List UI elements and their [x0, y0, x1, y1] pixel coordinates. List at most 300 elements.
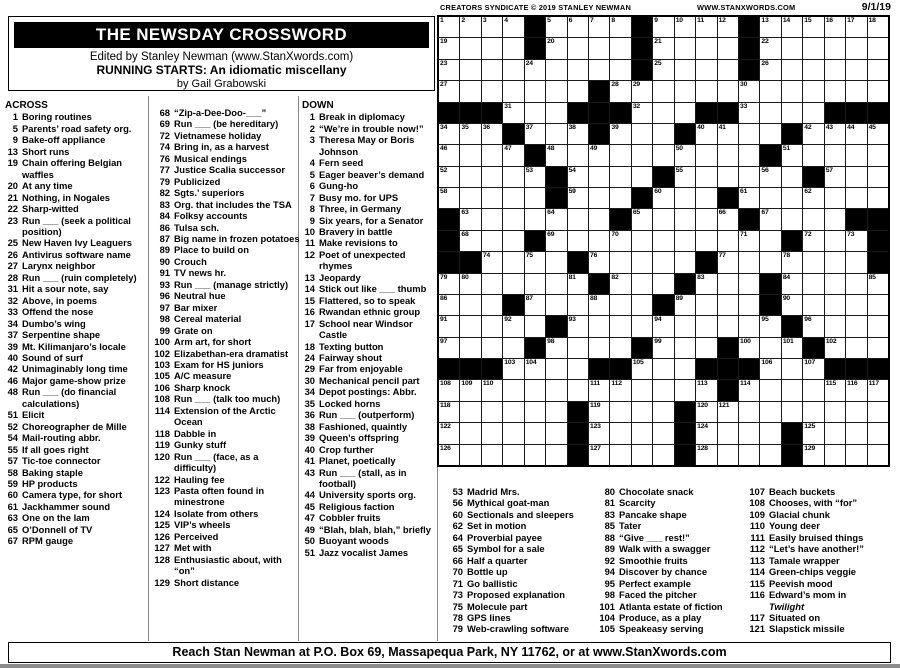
grid-cell[interactable] [460, 316, 480, 336]
grid-cell[interactable] [632, 402, 652, 422]
grid-cell[interactable] [803, 231, 823, 251]
grid-cell[interactable] [439, 338, 459, 358]
grid-cell[interactable] [718, 274, 738, 294]
grid-cell[interactable] [546, 423, 566, 443]
grid-cell[interactable] [803, 359, 823, 379]
grid-cell[interactable] [825, 17, 845, 37]
grid-cell[interactable] [460, 338, 480, 358]
grid-cell[interactable] [718, 252, 738, 272]
grid-cell[interactable] [546, 60, 566, 80]
grid-cell[interactable] [632, 145, 652, 165]
grid-cell[interactable] [482, 295, 502, 315]
grid-cell[interactable] [803, 38, 823, 58]
grid-cell[interactable] [846, 402, 866, 422]
grid-cell[interactable] [525, 445, 545, 465]
grid-cell[interactable] [653, 209, 673, 229]
grid-cell[interactable] [439, 60, 459, 80]
grid-cell[interactable] [846, 60, 866, 80]
grid-cell[interactable] [632, 316, 652, 336]
grid-cell[interactable] [653, 17, 673, 37]
grid-cell[interactable] [589, 402, 609, 422]
grid-cell[interactable] [739, 316, 759, 336]
grid-cell[interactable] [503, 145, 523, 165]
grid-cell[interactable] [568, 60, 588, 80]
grid-cell[interactable] [803, 316, 823, 336]
grid-cell[interactable] [782, 145, 802, 165]
grid-cell[interactable] [525, 188, 545, 208]
grid-cell[interactable] [760, 338, 780, 358]
grid-cell[interactable] [653, 103, 673, 123]
grid-cell[interactable] [546, 81, 566, 101]
grid-cell[interactable] [632, 81, 652, 101]
grid-cell[interactable] [632, 445, 652, 465]
grid-cell[interactable] [675, 380, 695, 400]
grid-cell[interactable] [610, 81, 630, 101]
grid-cell[interactable] [482, 231, 502, 251]
grid-cell[interactable] [782, 167, 802, 187]
grid-cell[interactable] [868, 38, 888, 58]
grid-cell[interactable] [825, 167, 845, 187]
grid-cell[interactable] [653, 252, 673, 272]
grid-cell[interactable] [482, 380, 502, 400]
grid-cell[interactable] [632, 124, 652, 144]
grid-cell[interactable] [503, 38, 523, 58]
grid-cell[interactable] [546, 209, 566, 229]
grid-cell[interactable] [568, 17, 588, 37]
grid-cell[interactable] [568, 295, 588, 315]
grid-cell[interactable] [846, 316, 866, 336]
grid-cell[interactable] [482, 60, 502, 80]
grid-cell[interactable] [525, 252, 545, 272]
grid-cell[interactable] [610, 167, 630, 187]
grid-cell[interactable] [439, 445, 459, 465]
grid-cell[interactable] [718, 209, 738, 229]
grid-cell[interactable] [525, 167, 545, 187]
grid-cell[interactable] [782, 188, 802, 208]
grid-cell[interactable] [760, 167, 780, 187]
grid-cell[interactable] [653, 423, 673, 443]
grid-cell[interactable] [825, 81, 845, 101]
grid-cell[interactable] [675, 60, 695, 80]
grid-cell[interactable] [803, 274, 823, 294]
grid-cell[interactable] [589, 252, 609, 272]
grid-cell[interactable] [589, 209, 609, 229]
grid-cell[interactable] [739, 338, 759, 358]
grid-cell[interactable] [868, 295, 888, 315]
grid-cell[interactable] [610, 423, 630, 443]
grid-cell[interactable] [803, 103, 823, 123]
grid-cell[interactable] [610, 231, 630, 251]
grid-cell[interactable] [760, 124, 780, 144]
grid-cell[interactable] [632, 252, 652, 272]
grid-cell[interactable] [825, 423, 845, 443]
grid-cell[interactable] [460, 124, 480, 144]
grid-cell[interactable] [568, 188, 588, 208]
grid-cell[interactable] [482, 124, 502, 144]
grid-cell[interactable] [568, 316, 588, 336]
grid-cell[interactable] [568, 274, 588, 294]
grid-cell[interactable] [610, 252, 630, 272]
grid-cell[interactable] [846, 380, 866, 400]
grid-cell[interactable] [525, 295, 545, 315]
grid-cell[interactable] [546, 402, 566, 422]
grid-cell[interactable] [675, 316, 695, 336]
grid-cell[interactable] [568, 145, 588, 165]
grid-cell[interactable] [568, 38, 588, 58]
grid-cell[interactable] [482, 402, 502, 422]
grid-cell[interactable] [846, 17, 866, 37]
grid-cell[interactable] [782, 60, 802, 80]
grid-cell[interactable] [739, 423, 759, 443]
grid-cell[interactable] [546, 38, 566, 58]
grid-cell[interactable] [675, 103, 695, 123]
grid-cell[interactable] [825, 38, 845, 58]
grid-cell[interactable] [760, 359, 780, 379]
grid-cell[interactable] [846, 274, 866, 294]
grid-cell[interactable] [589, 295, 609, 315]
grid-cell[interactable] [589, 145, 609, 165]
grid-cell[interactable] [675, 295, 695, 315]
grid-cell[interactable] [460, 38, 480, 58]
grid-cell[interactable] [589, 60, 609, 80]
grid-cell[interactable] [460, 295, 480, 315]
grid-cell[interactable] [460, 60, 480, 80]
grid-cell[interactable] [503, 231, 523, 251]
grid-cell[interactable] [718, 445, 738, 465]
grid-cell[interactable] [589, 380, 609, 400]
grid-cell[interactable] [825, 124, 845, 144]
grid-cell[interactable] [782, 103, 802, 123]
grid-cell[interactable] [868, 60, 888, 80]
grid-cell[interactable] [525, 60, 545, 80]
grid-cell[interactable] [482, 274, 502, 294]
grid-cell[interactable] [589, 188, 609, 208]
grid-cell[interactable] [653, 38, 673, 58]
grid-cell[interactable] [739, 103, 759, 123]
grid-cell[interactable] [846, 295, 866, 315]
grid-cell[interactable] [525, 359, 545, 379]
grid-cell[interactable] [739, 231, 759, 251]
grid-cell[interactable] [482, 423, 502, 443]
grid-cell[interactable] [525, 274, 545, 294]
grid-cell[interactable] [675, 167, 695, 187]
grid-cell[interactable] [503, 60, 523, 80]
grid-cell[interactable] [718, 402, 738, 422]
grid-cell[interactable] [846, 81, 866, 101]
grid-cell[interactable] [460, 81, 480, 101]
grid-cell[interactable] [718, 167, 738, 187]
grid-cell[interactable] [868, 316, 888, 336]
grid-cell[interactable] [868, 124, 888, 144]
grid-cell[interactable] [568, 359, 588, 379]
grid-cell[interactable] [610, 316, 630, 336]
grid-cell[interactable] [803, 17, 823, 37]
grid-cell[interactable] [739, 124, 759, 144]
grid-cell[interactable] [696, 380, 716, 400]
grid-cell[interactable] [439, 81, 459, 101]
grid-cell[interactable] [589, 17, 609, 37]
grid-cell[interactable] [610, 274, 630, 294]
grid-cell[interactable] [568, 167, 588, 187]
grid-cell[interactable] [868, 145, 888, 165]
grid-cell[interactable] [675, 38, 695, 58]
grid-cell[interactable] [589, 338, 609, 358]
grid-cell[interactable] [439, 423, 459, 443]
grid-cell[interactable] [503, 274, 523, 294]
grid-cell[interactable] [868, 380, 888, 400]
grid-cell[interactable] [739, 167, 759, 187]
grid-cell[interactable] [739, 145, 759, 165]
grid-cell[interactable] [846, 252, 866, 272]
grid-cell[interactable] [546, 445, 566, 465]
grid-cell[interactable] [589, 231, 609, 251]
grid-cell[interactable] [632, 423, 652, 443]
grid-cell[interactable] [846, 231, 866, 251]
grid-cell[interactable] [718, 295, 738, 315]
grid-cell[interactable] [868, 81, 888, 101]
grid-cell[interactable] [460, 188, 480, 208]
grid-cell[interactable] [825, 295, 845, 315]
grid-cell[interactable] [825, 60, 845, 80]
grid-cell[interactable] [525, 316, 545, 336]
grid-cell[interactable] [718, 423, 738, 443]
grid-cell[interactable] [653, 380, 673, 400]
grid-cell[interactable] [653, 359, 673, 379]
grid-cell[interactable] [439, 17, 459, 37]
grid-cell[interactable] [696, 188, 716, 208]
grid-cell[interactable] [482, 145, 502, 165]
grid-cell[interactable] [439, 38, 459, 58]
grid-cell[interactable] [760, 60, 780, 80]
grid-cell[interactable] [760, 188, 780, 208]
grid-cell[interactable] [825, 252, 845, 272]
grid-cell[interactable] [825, 445, 845, 465]
grid-cell[interactable] [696, 445, 716, 465]
grid-cell[interactable] [825, 274, 845, 294]
grid-cell[interactable] [610, 124, 630, 144]
grid-cell[interactable] [503, 17, 523, 37]
grid-cell[interactable] [589, 316, 609, 336]
grid-cell[interactable] [632, 359, 652, 379]
grid-cell[interactable] [868, 338, 888, 358]
grid-cell[interactable] [482, 338, 502, 358]
grid-cell[interactable] [696, 60, 716, 80]
grid-cell[interactable] [675, 81, 695, 101]
grid-cell[interactable] [439, 274, 459, 294]
grid-cell[interactable] [653, 124, 673, 144]
grid-cell[interactable] [825, 145, 845, 165]
grid-cell[interactable] [503, 103, 523, 123]
grid-cell[interactable] [610, 338, 630, 358]
grid-cell[interactable] [653, 188, 673, 208]
grid-cell[interactable] [675, 17, 695, 37]
grid-cell[interactable] [675, 359, 695, 379]
grid-cell[interactable] [546, 380, 566, 400]
grid-cell[interactable] [696, 423, 716, 443]
grid-cell[interactable] [653, 145, 673, 165]
grid-cell[interactable] [653, 316, 673, 336]
grid-cell[interactable] [696, 81, 716, 101]
grid-cell[interactable] [718, 145, 738, 165]
grid-cell[interactable] [482, 209, 502, 229]
grid-cell[interactable] [653, 81, 673, 101]
grid-cell[interactable] [868, 167, 888, 187]
grid-cell[interactable] [439, 402, 459, 422]
grid-cell[interactable] [525, 209, 545, 229]
grid-cell[interactable] [460, 145, 480, 165]
grid-cell[interactable] [653, 274, 673, 294]
grid-cell[interactable] [868, 17, 888, 37]
grid-cell[interactable] [439, 316, 459, 336]
grid-cell[interactable] [846, 124, 866, 144]
grid-cell[interactable] [782, 295, 802, 315]
grid-cell[interactable] [546, 252, 566, 272]
grid-cell[interactable] [525, 402, 545, 422]
grid-cell[interactable] [718, 60, 738, 80]
grid-cell[interactable] [846, 445, 866, 465]
grid-cell[interactable] [568, 338, 588, 358]
grid-cell[interactable] [696, 17, 716, 37]
grid-cell[interactable] [675, 209, 695, 229]
grid-cell[interactable] [482, 17, 502, 37]
grid-cell[interactable] [696, 38, 716, 58]
grid-cell[interactable] [718, 81, 738, 101]
grid-cell[interactable] [760, 38, 780, 58]
grid-cell[interactable] [568, 81, 588, 101]
grid-cell[interactable] [825, 209, 845, 229]
grid-cell[interactable] [525, 124, 545, 144]
grid-cell[interactable] [632, 295, 652, 315]
grid-cell[interactable] [846, 423, 866, 443]
grid-cell[interactable] [610, 188, 630, 208]
grid-cell[interactable] [825, 231, 845, 251]
grid-cell[interactable] [782, 252, 802, 272]
grid-cell[interactable] [610, 60, 630, 80]
grid-cell[interactable] [782, 209, 802, 229]
grid-cell[interactable] [610, 445, 630, 465]
grid-cell[interactable] [760, 402, 780, 422]
grid-cell[interactable] [525, 103, 545, 123]
grid-cell[interactable] [503, 81, 523, 101]
grid-cell[interactable] [739, 380, 759, 400]
grid-cell[interactable] [696, 402, 716, 422]
grid-cell[interactable] [846, 338, 866, 358]
grid-cell[interactable] [825, 380, 845, 400]
grid-cell[interactable] [760, 252, 780, 272]
grid-cell[interactable] [589, 423, 609, 443]
grid-cell[interactable] [460, 402, 480, 422]
grid-cell[interactable] [803, 188, 823, 208]
grid-cell[interactable] [632, 380, 652, 400]
grid-cell[interactable] [739, 188, 759, 208]
grid-cell[interactable] [546, 17, 566, 37]
grid-cell[interactable] [675, 338, 695, 358]
grid-cell[interactable] [696, 167, 716, 187]
grid-cell[interactable] [546, 359, 566, 379]
grid-cell[interactable] [653, 402, 673, 422]
grid-cell[interactable] [675, 231, 695, 251]
grid-cell[interactable] [718, 316, 738, 336]
grid-cell[interactable] [868, 445, 888, 465]
grid-cell[interactable] [589, 445, 609, 465]
grid-cell[interactable] [460, 209, 480, 229]
grid-cell[interactable] [782, 338, 802, 358]
grid-cell[interactable] [503, 359, 523, 379]
grid-cell[interactable] [718, 231, 738, 251]
grid-cell[interactable] [439, 380, 459, 400]
grid-cell[interactable] [482, 38, 502, 58]
grid-cell[interactable] [503, 423, 523, 443]
grid-cell[interactable] [653, 60, 673, 80]
grid-cell[interactable] [610, 38, 630, 58]
grid-cell[interactable] [782, 274, 802, 294]
grid-cell[interactable] [760, 209, 780, 229]
grid-cell[interactable] [632, 167, 652, 187]
grid-cell[interactable] [868, 274, 888, 294]
grid-cell[interactable] [439, 167, 459, 187]
grid-cell[interactable] [546, 103, 566, 123]
grid-cell[interactable] [503, 338, 523, 358]
grid-cell[interactable] [546, 338, 566, 358]
grid-cell[interactable] [760, 81, 780, 101]
grid-cell[interactable] [632, 231, 652, 251]
grid-cell[interactable] [610, 145, 630, 165]
grid-cell[interactable] [739, 295, 759, 315]
grid-cell[interactable] [503, 380, 523, 400]
grid-cell[interactable] [482, 445, 502, 465]
grid-cell[interactable] [610, 17, 630, 37]
grid-cell[interactable] [825, 316, 845, 336]
grid-cell[interactable] [632, 274, 652, 294]
grid-cell[interactable] [696, 338, 716, 358]
grid-cell[interactable] [760, 103, 780, 123]
grid-cell[interactable] [803, 60, 823, 80]
grid-cell[interactable] [589, 38, 609, 58]
grid-cell[interactable] [803, 295, 823, 315]
grid-cell[interactable] [868, 402, 888, 422]
grid-cell[interactable] [503, 209, 523, 229]
grid-cell[interactable] [546, 295, 566, 315]
grid-cell[interactable] [696, 145, 716, 165]
grid-cell[interactable] [482, 81, 502, 101]
grid-cell[interactable] [868, 188, 888, 208]
grid-cell[interactable] [782, 38, 802, 58]
grid-cell[interactable] [589, 167, 609, 187]
grid-cell[interactable] [782, 402, 802, 422]
grid-cell[interactable] [503, 167, 523, 187]
grid-cell[interactable] [739, 445, 759, 465]
grid-cell[interactable] [503, 402, 523, 422]
grid-cell[interactable] [803, 252, 823, 272]
grid-cell[interactable] [718, 38, 738, 58]
grid-cell[interactable] [460, 423, 480, 443]
grid-cell[interactable] [782, 81, 802, 101]
grid-cell[interactable] [696, 274, 716, 294]
grid-cell[interactable] [868, 423, 888, 443]
grid-cell[interactable] [653, 445, 673, 465]
grid-cell[interactable] [610, 295, 630, 315]
grid-cell[interactable] [696, 295, 716, 315]
grid-cell[interactable] [675, 145, 695, 165]
grid-cell[interactable] [460, 17, 480, 37]
grid-cell[interactable] [568, 209, 588, 229]
grid-cell[interactable] [696, 124, 716, 144]
grid-cell[interactable] [610, 380, 630, 400]
grid-cell[interactable] [803, 145, 823, 165]
grid-cell[interactable] [760, 316, 780, 336]
grid-cell[interactable] [760, 445, 780, 465]
grid-cell[interactable] [568, 124, 588, 144]
